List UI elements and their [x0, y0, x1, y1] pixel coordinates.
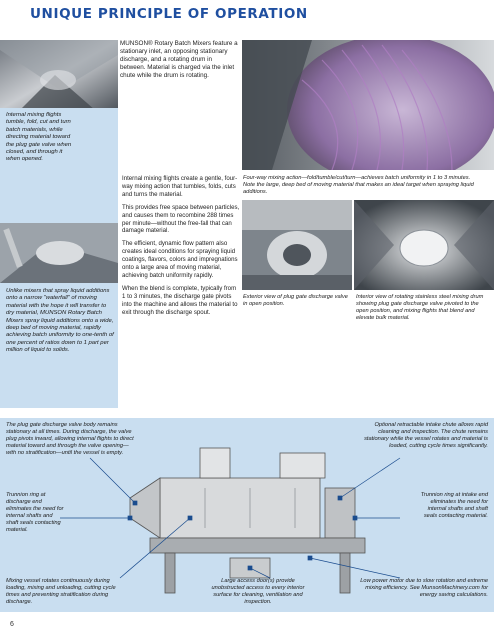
body-paragraph-2: This provides free space between particles, and causes them to recombine 288 times per minute—without the free-fall that can damage material.: [122, 203, 240, 235]
exterior-valve-photo: [242, 200, 352, 290]
interior-drum-photo: [0, 40, 118, 110]
trunnion-left-caption: Trunnion ring at discharge end eliminates the need for internal shafts and shaft seals contacting material.: [6, 492, 64, 534]
machine-diagram-panel: [0, 418, 494, 612]
spray-nozzle-photo: [0, 223, 118, 283]
mixing-flights-text: Internal mixing flights tumble, fold, cut and turn batch materials, while directing material toward the plug gate valve when closed, and through it when opened.: [6, 112, 72, 163]
body-paragraph-3: The efficient, dynamic flow pattern also creates ideal conditions for spraying liquid coatings, flavors, colors and impregnations onto a large area of moving material, achieving batch uniformity rapidly.: [122, 240, 238, 279]
interior-valve-photo: [354, 200, 494, 290]
interior-caption: Interior view of rotating stainless steel mixing drum showing plug gate discharge valve pivoted to the open position, and mixing flights that blend and elevate bulk material.: [356, 294, 484, 322]
intake-chute-caption: Optional retractable intake chute allows rapid cleaning and inspection. The chute remains stationary while the vessel rotates and material is loaded, cutting cycle times significantly.: [364, 422, 488, 450]
exterior-caption: Exterior view of plug gate discharge valve in open position.: [243, 294, 348, 308]
intro-paragraph: MUNSON® Rotary Batch Mixers feature a stationary inlet, an opposing stationary discharge, and a rotating drum in between. Material is charged via the inlet chute while the drum is rotating.: [120, 40, 238, 80]
liquid-spray-text: Unlike mixers that spray liquid additions onto a narrow "waterfall" of moving material with the hope it will transfer to dry material, MUNSON Rotary Batch Mixers spray liquid additions onto a wide, deep bed of moving material, rapidly achieving batch uniformity to one-tenth of one percent of ratios down to 1 part per million of liquid to solids.: [6, 288, 114, 354]
body-paragraph-4: When the blend is complete, typically from 1 to 3 minutes, the discharge gate pivots into the machine and allows the material to exit through the discharge spout.: [122, 284, 238, 316]
left-blue-panel: [0, 108, 118, 408]
plug-gate-caption: The plug gate discharge valve body remains stationary at all times. During discharge, the valve plug pivots inward, allowing internal flights to direct material toward and through the valve opening—with no stratification—until the vessel is empty.: [6, 422, 134, 457]
body-paragraph-1: Internal mixing flights create a gentle, four-way mixing action that tumbles, folds, cuts and turns the material.: [122, 175, 238, 198]
body-text: [122, 175, 240, 322]
four-way-caption: Four-way mixing action—fold/tumble/cut/turn—achieves batch uniformity in 1 to 3 minutes. Note the large, deep bed of moving material that makes an ideal target when spraying liquid additions.: [243, 175, 474, 196]
mixing-vessel-caption: Mixing vessel rotates continuously during loading, mixing and unloading, cutting cycle times and preventing stratification during discharge.: [6, 578, 116, 606]
material-tumbling-photo: [242, 40, 494, 170]
page-title: UNIQUE PRINCIPLE OF OPERATION: [30, 6, 308, 22]
access-doors-caption: Large access door(s) provide unobstructed access to every interior surface for cleaning, ventilation and inspection.: [211, 578, 305, 606]
page-number: 6: [10, 621, 14, 628]
motor-caption: Low power motor due to slow rotation and extreme mixing efficiency. See MunsonMachinery.com for energy saving calculations.: [360, 578, 488, 599]
trunnion-right-caption: Trunnion ring at intake end eliminates the need for internal shafts and shaft seals contacting material.: [420, 492, 488, 520]
